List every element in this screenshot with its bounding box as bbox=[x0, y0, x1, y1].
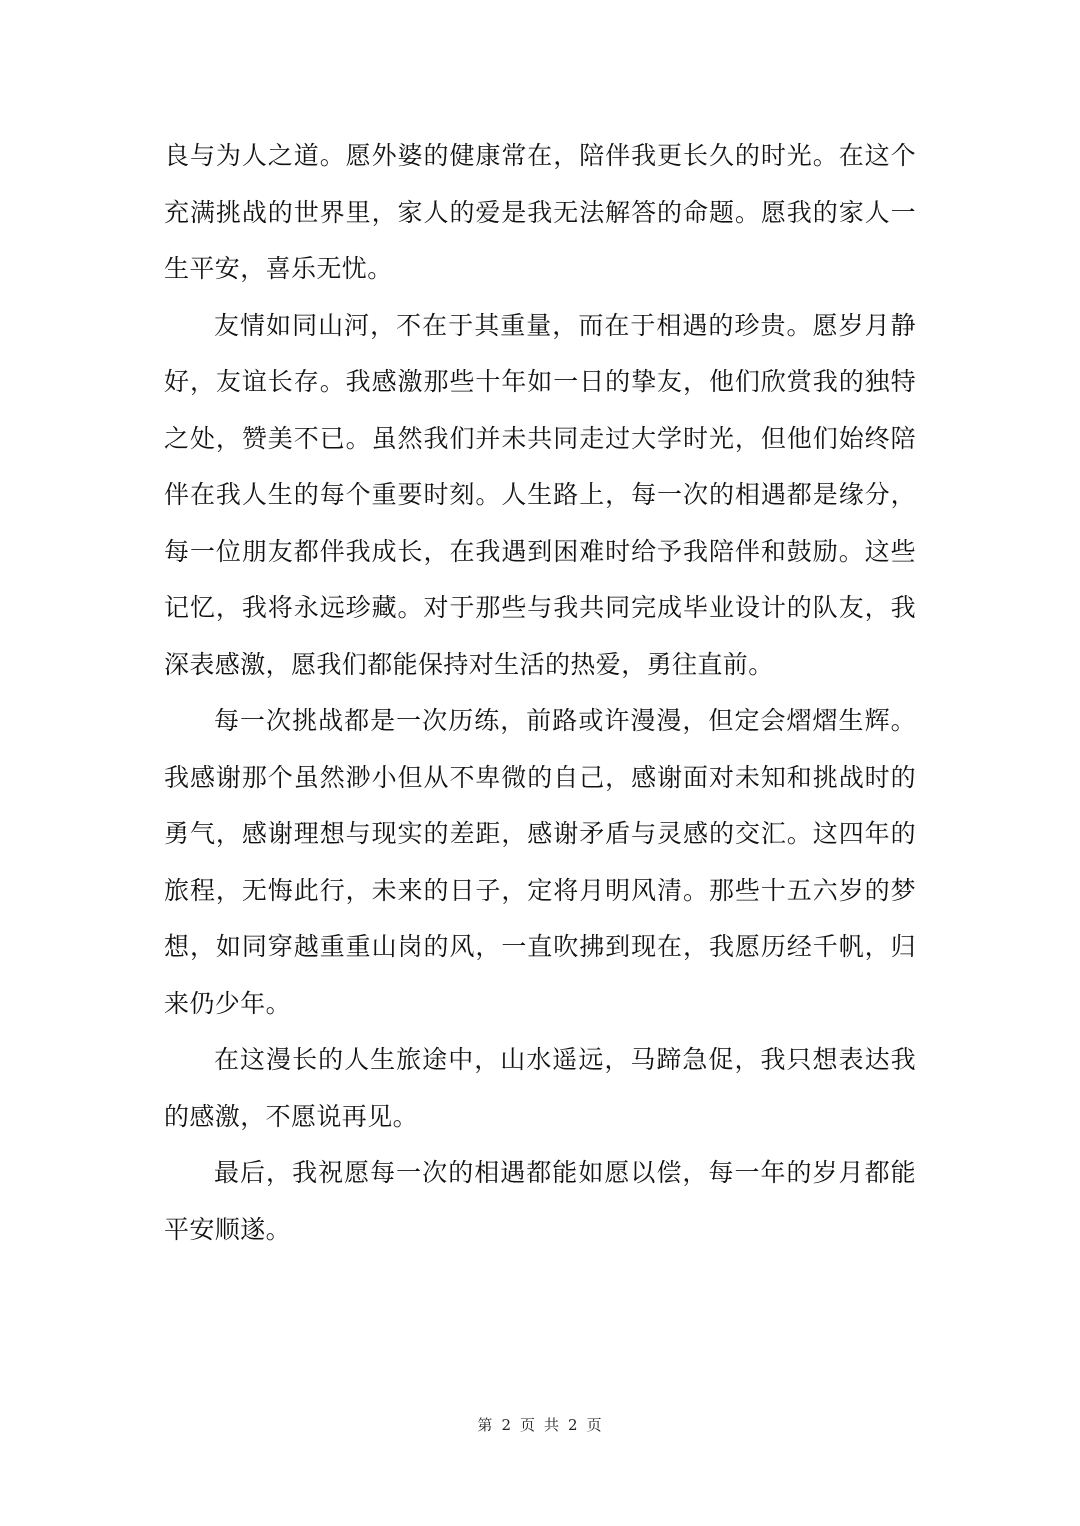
paragraph: 良与为人之道。愿外婆的健康常在，陪伴我更长久的时光。在这个充满挑战的世界里，家人的爱是我无法解答的命题。愿我的家人一生平安，喜乐无忧。 bbox=[164, 141, 916, 283]
footer-prefix: 第 bbox=[477, 1416, 494, 1434]
footer-page-word: 页 bbox=[519, 1416, 536, 1434]
total-pages-number: 2 bbox=[568, 1416, 579, 1434]
paragraph: 友情如同山河，不在于其重量，而在于相遇的珍贵。愿岁月静好，友谊长存。我感激那些十年如一日的挚友，他们欣赏我的独特之处，赞美不已。虽然我们并未共同走过大学时光，但他们始终陪伴在我人生的每个重要时刻。人生路上，每一次的相遇都是缘分，每一位朋友都伴我成长，在我遇到困难时给予我陪伴和鼓励。这些记忆，我将永远珍藏。对于那些与我共同完成毕业设计的队友，我深表感激，愿我们都能保持对生活的热爱，勇往直前。 bbox=[164, 310, 916, 679]
paragraph: 最后，我祝愿每一次的相遇都能如愿以偿，每一年的岁月都能平安顺遂。 bbox=[164, 1158, 916, 1244]
current-page-number: 2 bbox=[501, 1416, 512, 1434]
footer-suffix: 页 bbox=[586, 1416, 603, 1434]
paragraph: 在这漫长的人生旅途中，山水遥远，马蹄急促，我只想表达我的感激，不愿说再见。 bbox=[164, 1045, 916, 1131]
document-body bbox=[164, 128, 916, 1258]
paragraph: 每一次挑战都是一次历练，前路或许漫漫，但定会熠熠生辉。我感谢那个虽然渺小但从不卑微的自己，感谢面对未知和挑战时的勇气，感谢理想与现实的差距，感谢矛盾与灵感的交汇。这四年的旅程，无悔此行，未来的日子，定将月明风清。那些十五六岁的梦想，如同穿越重重山岗的风，一直吹拂到现在，我愿历经千帆，归来仍少年。 bbox=[164, 706, 916, 1018]
page-footer bbox=[0, 1414, 1080, 1435]
footer-total-word: 共 bbox=[544, 1416, 561, 1434]
